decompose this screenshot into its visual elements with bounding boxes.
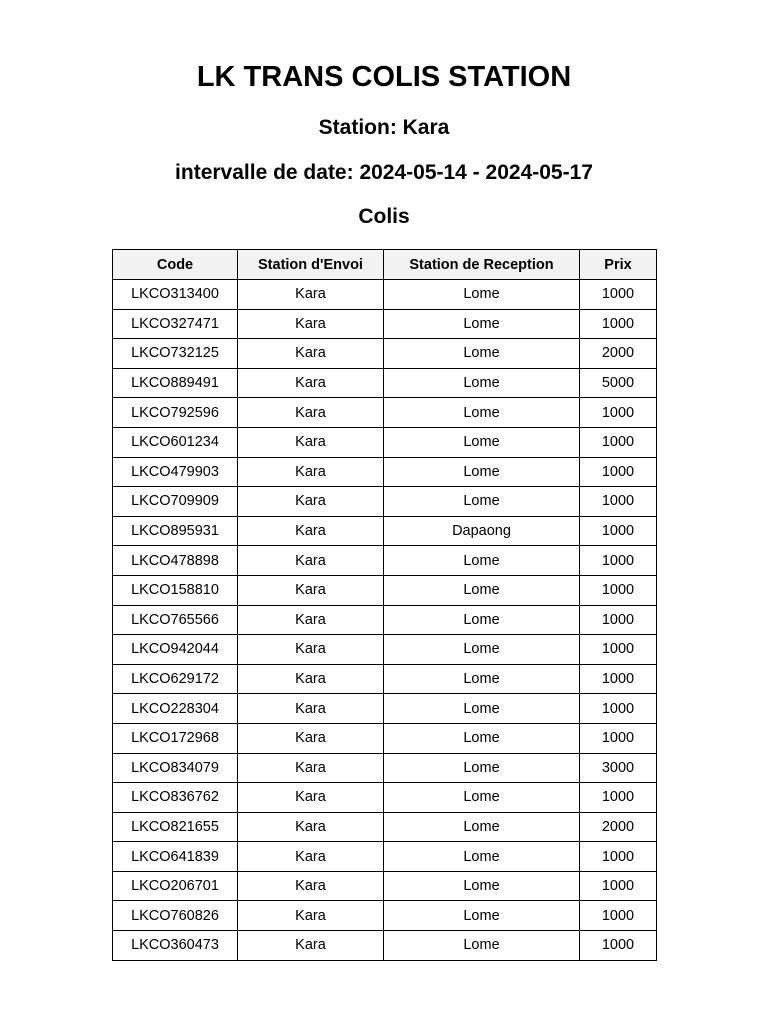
date-interval: intervalle de date: 2024-05-14 - 2024-05-17 (175, 161, 593, 184)
cell-station-reception: Lome (384, 635, 580, 665)
cell-prix: 1000 (580, 635, 657, 665)
cell-code: LKCO629172 (113, 664, 238, 694)
cell-code: LKCO895931 (113, 516, 238, 546)
report-title: LK TRANS COLIS STATION (196, 61, 572, 93)
cell-prix: 3000 (580, 753, 657, 783)
table-row (113, 546, 657, 576)
table-row (113, 842, 657, 872)
column-header-prix: Prix (580, 250, 657, 280)
cell-code: LKCO792596 (113, 398, 238, 428)
cell-prix: 1000 (580, 664, 657, 694)
cell-station-envoi: Kara (238, 931, 384, 961)
cell-code: LKCO821655 (113, 812, 238, 842)
column-header-station-reception: Station de Reception (384, 250, 580, 280)
cell-code: LKCO760826 (113, 901, 238, 931)
cell-prix: 1000 (580, 605, 657, 635)
table-row (113, 398, 657, 428)
cell-code: LKCO479903 (113, 457, 238, 487)
cell-code: LKCO889491 (113, 368, 238, 398)
cell-prix: 1000 (580, 280, 657, 310)
table-row (113, 901, 657, 931)
cell-station-reception: Lome (384, 723, 580, 753)
cell-prix: 1000 (580, 457, 657, 487)
cell-code: LKCO360473 (113, 931, 238, 961)
table-body (113, 280, 657, 961)
cell-station-reception: Lome (384, 694, 580, 724)
column-header-station-envoi: Station d'Envoi (238, 250, 384, 280)
cell-station-envoi: Kara (238, 605, 384, 635)
cell-prix: 1000 (580, 546, 657, 576)
cell-code: LKCO765566 (113, 605, 238, 635)
table-row (113, 575, 657, 605)
cell-station-envoi: Kara (238, 339, 384, 369)
cell-prix: 1000 (580, 575, 657, 605)
table-row (113, 783, 657, 813)
table-row (113, 309, 657, 339)
cell-code: LKCO709909 (113, 487, 238, 517)
cell-station-reception: Lome (384, 901, 580, 931)
cell-station-envoi: Kara (238, 723, 384, 753)
table-row (113, 427, 657, 457)
cell-code: LKCO834079 (113, 753, 238, 783)
cell-prix: 1000 (580, 694, 657, 724)
cell-prix: 2000 (580, 812, 657, 842)
cell-station-envoi: Kara (238, 694, 384, 724)
cell-station-envoi: Kara (238, 783, 384, 813)
table-row (113, 487, 657, 517)
cell-code: LKCO158810 (113, 575, 238, 605)
cell-station-envoi: Kara (238, 635, 384, 665)
table-row (113, 635, 657, 665)
cell-prix: 1000 (580, 427, 657, 457)
cell-station-envoi: Kara (238, 309, 384, 339)
cell-prix: 5000 (580, 368, 657, 398)
column-header-code: Code (113, 250, 238, 280)
cell-station-envoi: Kara (238, 280, 384, 310)
cell-station-reception: Lome (384, 783, 580, 813)
cell-prix: 1000 (580, 783, 657, 813)
cell-station-reception: Lome (384, 605, 580, 635)
table-row (113, 694, 657, 724)
table-row (113, 339, 657, 369)
cell-prix: 1000 (580, 901, 657, 931)
cell-code: LKCO732125 (113, 339, 238, 369)
cell-prix: 2000 (580, 339, 657, 369)
cell-code: LKCO327471 (113, 309, 238, 339)
cell-prix: 1000 (580, 871, 657, 901)
table-row (113, 605, 657, 635)
cell-station-envoi: Kara (238, 516, 384, 546)
cell-station-reception: Lome (384, 487, 580, 517)
table-row (113, 280, 657, 310)
cell-code: LKCO206701 (113, 871, 238, 901)
cell-station-reception: Lome (384, 871, 580, 901)
cell-code: LKCO942044 (113, 635, 238, 665)
cell-station-reception: Lome (384, 753, 580, 783)
station-label: Station: Kara (318, 116, 450, 139)
cell-station-reception: Lome (384, 664, 580, 694)
cell-code: LKCO601234 (113, 427, 238, 457)
cell-prix: 1000 (580, 309, 657, 339)
cell-prix: 1000 (580, 487, 657, 517)
cell-station-reception: Dapaong (384, 516, 580, 546)
section-title: Colis (358, 205, 410, 228)
cell-station-envoi: Kara (238, 398, 384, 428)
cell-station-envoi: Kara (238, 487, 384, 517)
cell-station-reception: Lome (384, 280, 580, 310)
table-row (113, 457, 657, 487)
cell-code: LKCO836762 (113, 783, 238, 813)
cell-station-envoi: Kara (238, 901, 384, 931)
cell-station-reception: Lome (384, 931, 580, 961)
cell-station-reception: Lome (384, 575, 580, 605)
cell-prix: 1000 (580, 842, 657, 872)
table-row (113, 871, 657, 901)
cell-station-reception: Lome (384, 368, 580, 398)
cell-station-reception: Lome (384, 546, 580, 576)
cell-station-envoi: Kara (238, 368, 384, 398)
table-row (113, 812, 657, 842)
cell-station-envoi: Kara (238, 457, 384, 487)
cell-station-reception: Lome (384, 427, 580, 457)
cell-station-envoi: Kara (238, 871, 384, 901)
cell-prix: 1000 (580, 931, 657, 961)
cell-station-reception: Lome (384, 309, 580, 339)
cell-code: LKCO478898 (113, 546, 238, 576)
cell-station-reception: Lome (384, 398, 580, 428)
cell-station-envoi: Kara (238, 427, 384, 457)
table-row (113, 931, 657, 961)
table-row (113, 516, 657, 546)
table-row (113, 664, 657, 694)
cell-code: LKCO313400 (113, 280, 238, 310)
cell-station-envoi: Kara (238, 546, 384, 576)
cell-station-envoi: Kara (238, 664, 384, 694)
cell-prix: 1000 (580, 516, 657, 546)
colis-table (112, 249, 657, 961)
cell-station-envoi: Kara (238, 842, 384, 872)
table-row (113, 753, 657, 783)
cell-station-reception: Lome (384, 812, 580, 842)
cell-prix: 1000 (580, 398, 657, 428)
cell-station-envoi: Kara (238, 575, 384, 605)
cell-station-reception: Lome (384, 842, 580, 872)
cell-station-reception: Lome (384, 339, 580, 369)
cell-station-reception: Lome (384, 457, 580, 487)
table-header-row (113, 250, 657, 280)
cell-code: LKCO641839 (113, 842, 238, 872)
table-row (113, 368, 657, 398)
cell-code: LKCO172968 (113, 723, 238, 753)
table-row (113, 723, 657, 753)
cell-station-envoi: Kara (238, 812, 384, 842)
cell-prix: 1000 (580, 723, 657, 753)
cell-station-envoi: Kara (238, 753, 384, 783)
cell-code: LKCO228304 (113, 694, 238, 724)
